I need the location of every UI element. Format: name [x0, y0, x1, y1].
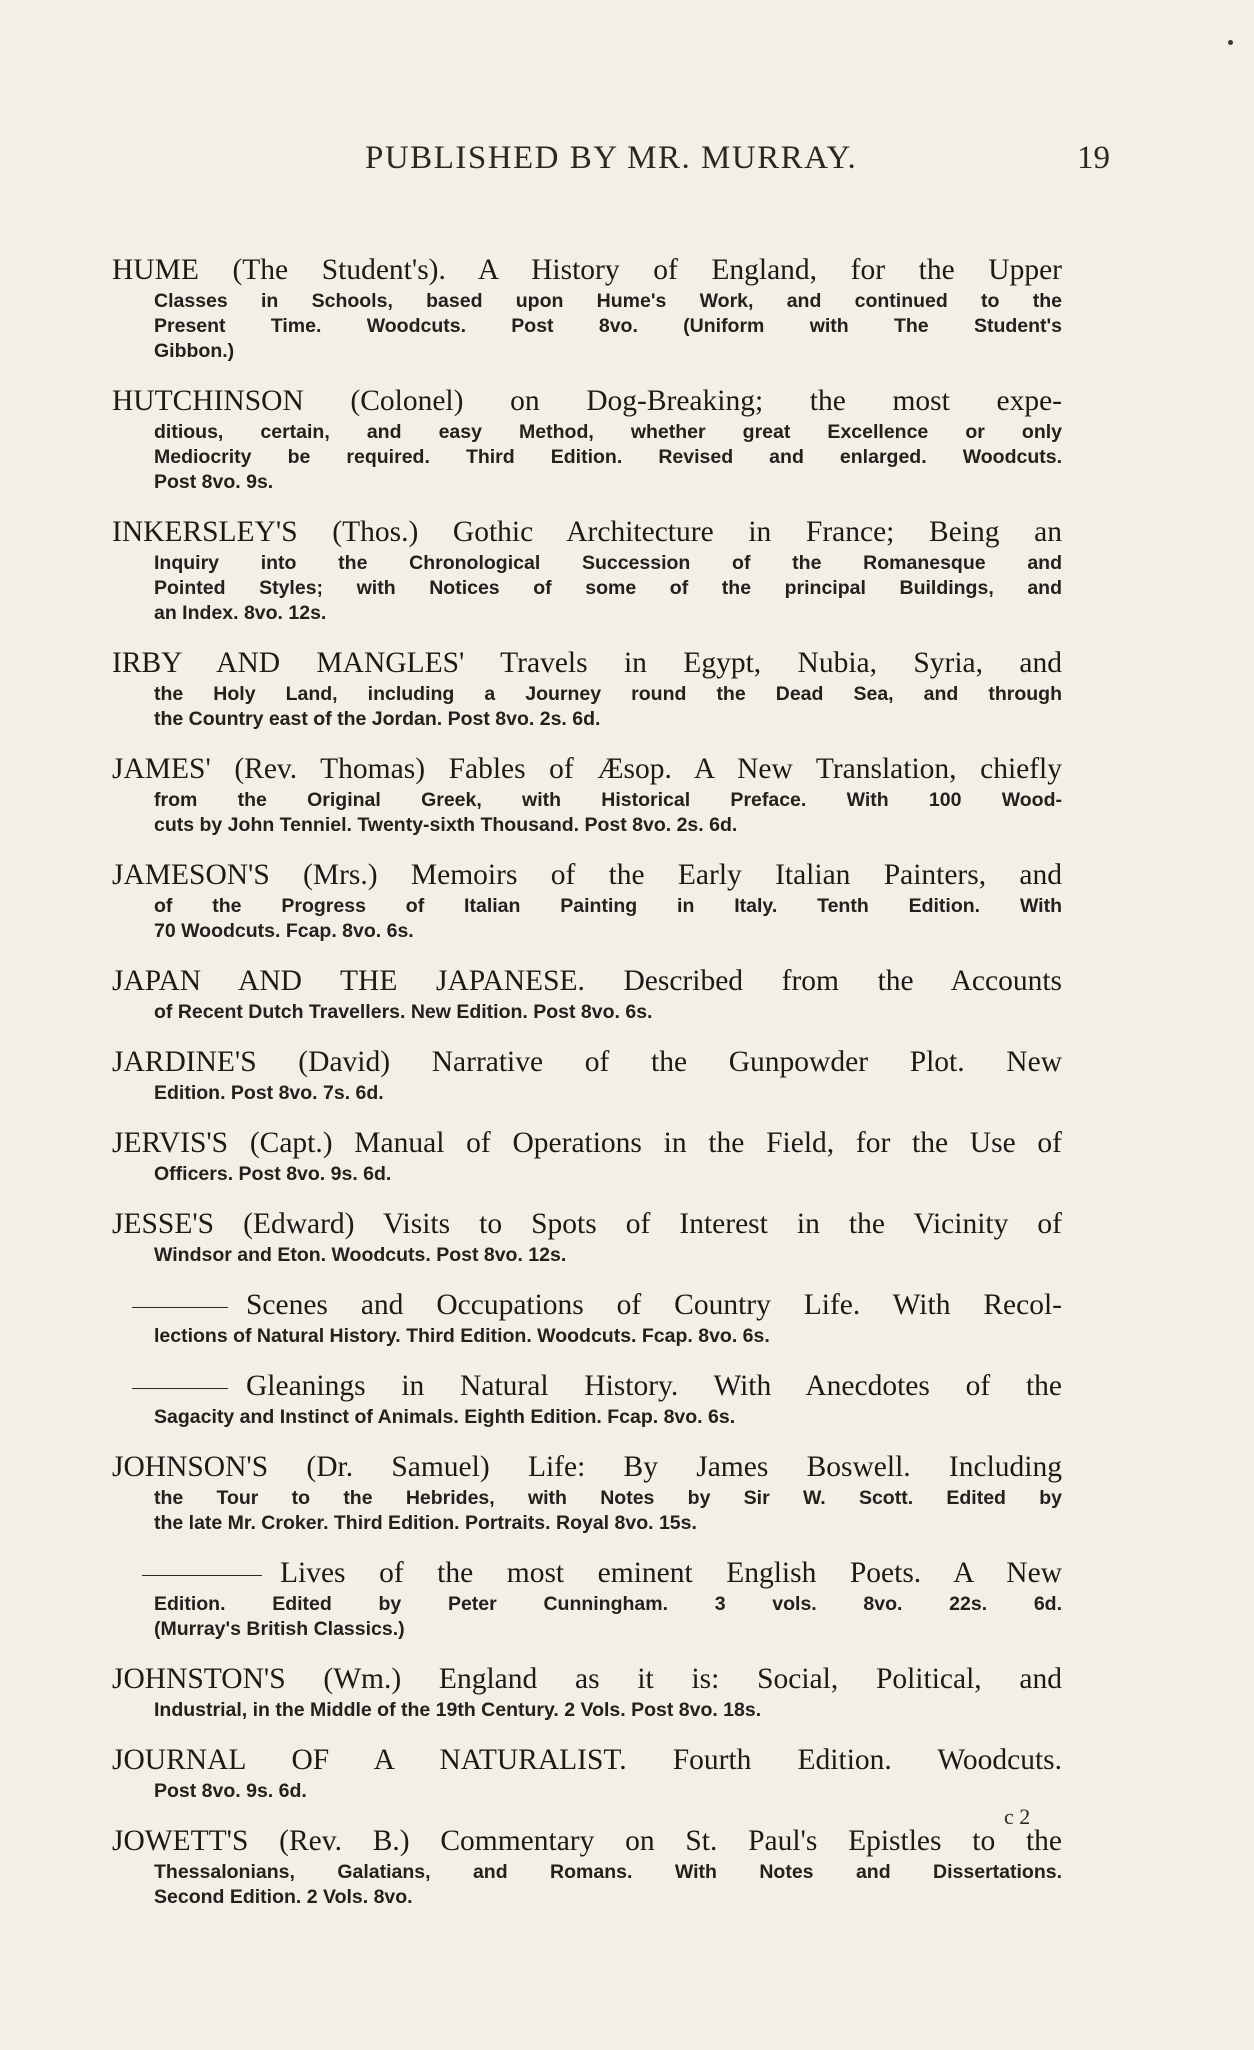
entry-description: Edition. Post 8vo. 7s. 6d. — [154, 1082, 384, 1104]
catalogue-entry — [112, 1449, 1062, 1536]
entry-heading-continued: Lives of the most eminent English Poets. A New — [112, 1555, 1062, 1592]
catalogue-entry — [112, 1287, 1062, 1349]
entry-heading: JOHNSON'S (Dr. Samuel) Life: By James Boswell. Including — [112, 1451, 1062, 1483]
entry-heading: JESSE'S (Edward) Visits to Spots of Interest in the Vicinity of — [112, 1208, 1062, 1240]
entry-heading: HUTCHINSON (Colonel) on Dog-Breaking; the most expe- — [112, 385, 1062, 417]
entry-description: Officers. Post 8vo. 9s. 6d. — [154, 1163, 392, 1185]
entry-heading: INKERSLEY'S (Thos.) Gothic Architecture in France; Being an — [112, 516, 1062, 548]
catalogue-entry — [112, 383, 1062, 495]
entry-heading: JAMESON'S (Mrs.) Memoirs of the Early Italian Painters, and — [112, 859, 1062, 891]
signature-mark: c 2 — [1004, 1804, 1031, 1829]
entry-description: Inquiry into the Chronological Succession of the Romanesque and Pointed Styles; with Notices of some of the principal Buildings, and an Index. 8vo. 12s. — [154, 552, 1062, 624]
entry-heading: JOWETT'S (Rev. B.) Commentary on St. Paul's Epistles to the — [112, 1825, 1062, 1857]
catalogue-entry — [112, 514, 1062, 626]
catalogue-entry — [112, 1742, 1062, 1804]
catalogue-entry — [112, 857, 1062, 944]
entry-heading: JARDINE'S (David) Narrative of the Gunpowder Plot. New — [112, 1046, 1062, 1078]
entry-description: Industrial, in the Middle of the 19th Century. 2 Vols. Post 8vo. 18s. — [154, 1699, 762, 1721]
catalogue-entry — [112, 1661, 1062, 1723]
catalogue-entry — [112, 1368, 1062, 1430]
entry-heading: JOHNSTON'S (Wm.) England as it is: Social, Political, and — [112, 1663, 1062, 1695]
page-number: 19 — [1077, 140, 1110, 176]
entry-description: Windsor and Eton. Woodcuts. Post 8vo. 12s. — [154, 1244, 567, 1266]
entry-description: Sagacity and Instinct of Animals. Eighth Edition. Fcap. 8vo. 6s. — [154, 1406, 736, 1428]
entry-heading: HUME (The Student's). A History of England, for the Upper — [112, 254, 1062, 286]
entry-heading-continued: Scenes and Occupations of Country Life. With Recol- — [112, 1287, 1062, 1324]
entry-description: the Holy Land, including a Journey round the Dead Sea, and through the Country east of the Jordan. Post 8vo. 2s. 6d. — [154, 683, 1062, 730]
catalogue-entry — [112, 645, 1062, 732]
ditto-dash — [132, 1388, 228, 1389]
entry-heading: JERVIS'S (Capt.) Manual of Operations in the Field, for the Use of — [112, 1127, 1062, 1159]
entry-heading: JOURNAL OF A NATURALIST. Fourth Edition. Woodcuts. — [112, 1744, 1062, 1776]
running-header — [0, 140, 1254, 180]
entry-description: lections of Natural History. Third Edition. Woodcuts. Fcap. 8vo. 6s. — [154, 1325, 770, 1347]
entry-heading-continued: Gleanings in Natural History. With Anecdotes of the — [112, 1368, 1062, 1405]
entry-heading: JAMES' (Rev. Thomas) Fables of Æsop. A New Translation, chiefly — [112, 753, 1062, 785]
entry-description: Edition. Edited by Peter Cunningham. 3 vols. 8vo. 22s. 6d. (Murray's British Classics.) — [154, 1593, 1062, 1640]
catalogue-entry — [112, 1206, 1062, 1268]
entry-description: Post 8vo. 9s. 6d. — [154, 1780, 307, 1802]
ditto-dash — [132, 1307, 228, 1308]
header-title: PUBLISHED BY MR. MURRAY. — [365, 140, 858, 176]
catalogue-entry — [112, 751, 1062, 838]
entry-description: the Tour to the Hebrides, with Notes by Sir W. Scott. Edited by the late Mr. Croker. Third Edition. Portraits. Royal 8vo. 15s. — [154, 1487, 1062, 1534]
entry-description: Thessalonians, Galatians, and Romans. With Notes and Dissertations. Second Edition. 2 Vols. 8vo. — [154, 1861, 1062, 1908]
entry-description: of the Progress of Italian Painting in Italy. Tenth Edition. With 70 Woodcuts. Fcap. 8vo. 6s. — [154, 895, 1062, 942]
entry-heading: IRBY AND MANGLES' Travels in Egypt, Nubia, Syria, and — [112, 647, 1062, 679]
catalogue-entry — [112, 1125, 1062, 1187]
entry-description: from the Original Greek, with Historical Preface. With 100 Wood- cuts by John Tenniel. Twenty-sixth Thousand. Post 8vo. 2s. 6d. — [154, 789, 1062, 836]
catalogue-entry — [112, 252, 1062, 364]
catalogue-entry — [112, 1823, 1062, 1910]
entry-description: ditious, certain, and easy Method, whether great Excellence or only Mediocrity be required. Third Edition. Revised and enlarged. Woodcuts. Post 8vo. 9s. — [154, 421, 1062, 493]
entry-description: of Recent Dutch Travellers. New Edition. Post 8vo. 6s. — [154, 1001, 653, 1023]
catalogue-entries — [112, 252, 1062, 1929]
catalogue-entry — [112, 1555, 1062, 1642]
catalogue-entry — [112, 1044, 1062, 1106]
ditto-dash — [142, 1575, 262, 1576]
entry-description: Classes in Schools, based upon Hume's Work, and continued to the Present Time. Woodcuts. Post 8vo. (Uniform with The Student's Gibbon.) — [154, 290, 1062, 362]
catalogue-entry — [112, 963, 1062, 1025]
ink-speck — [1228, 40, 1233, 45]
entry-heading: JAPAN AND THE JAPANESE. Described from the Accounts — [112, 965, 1062, 997]
